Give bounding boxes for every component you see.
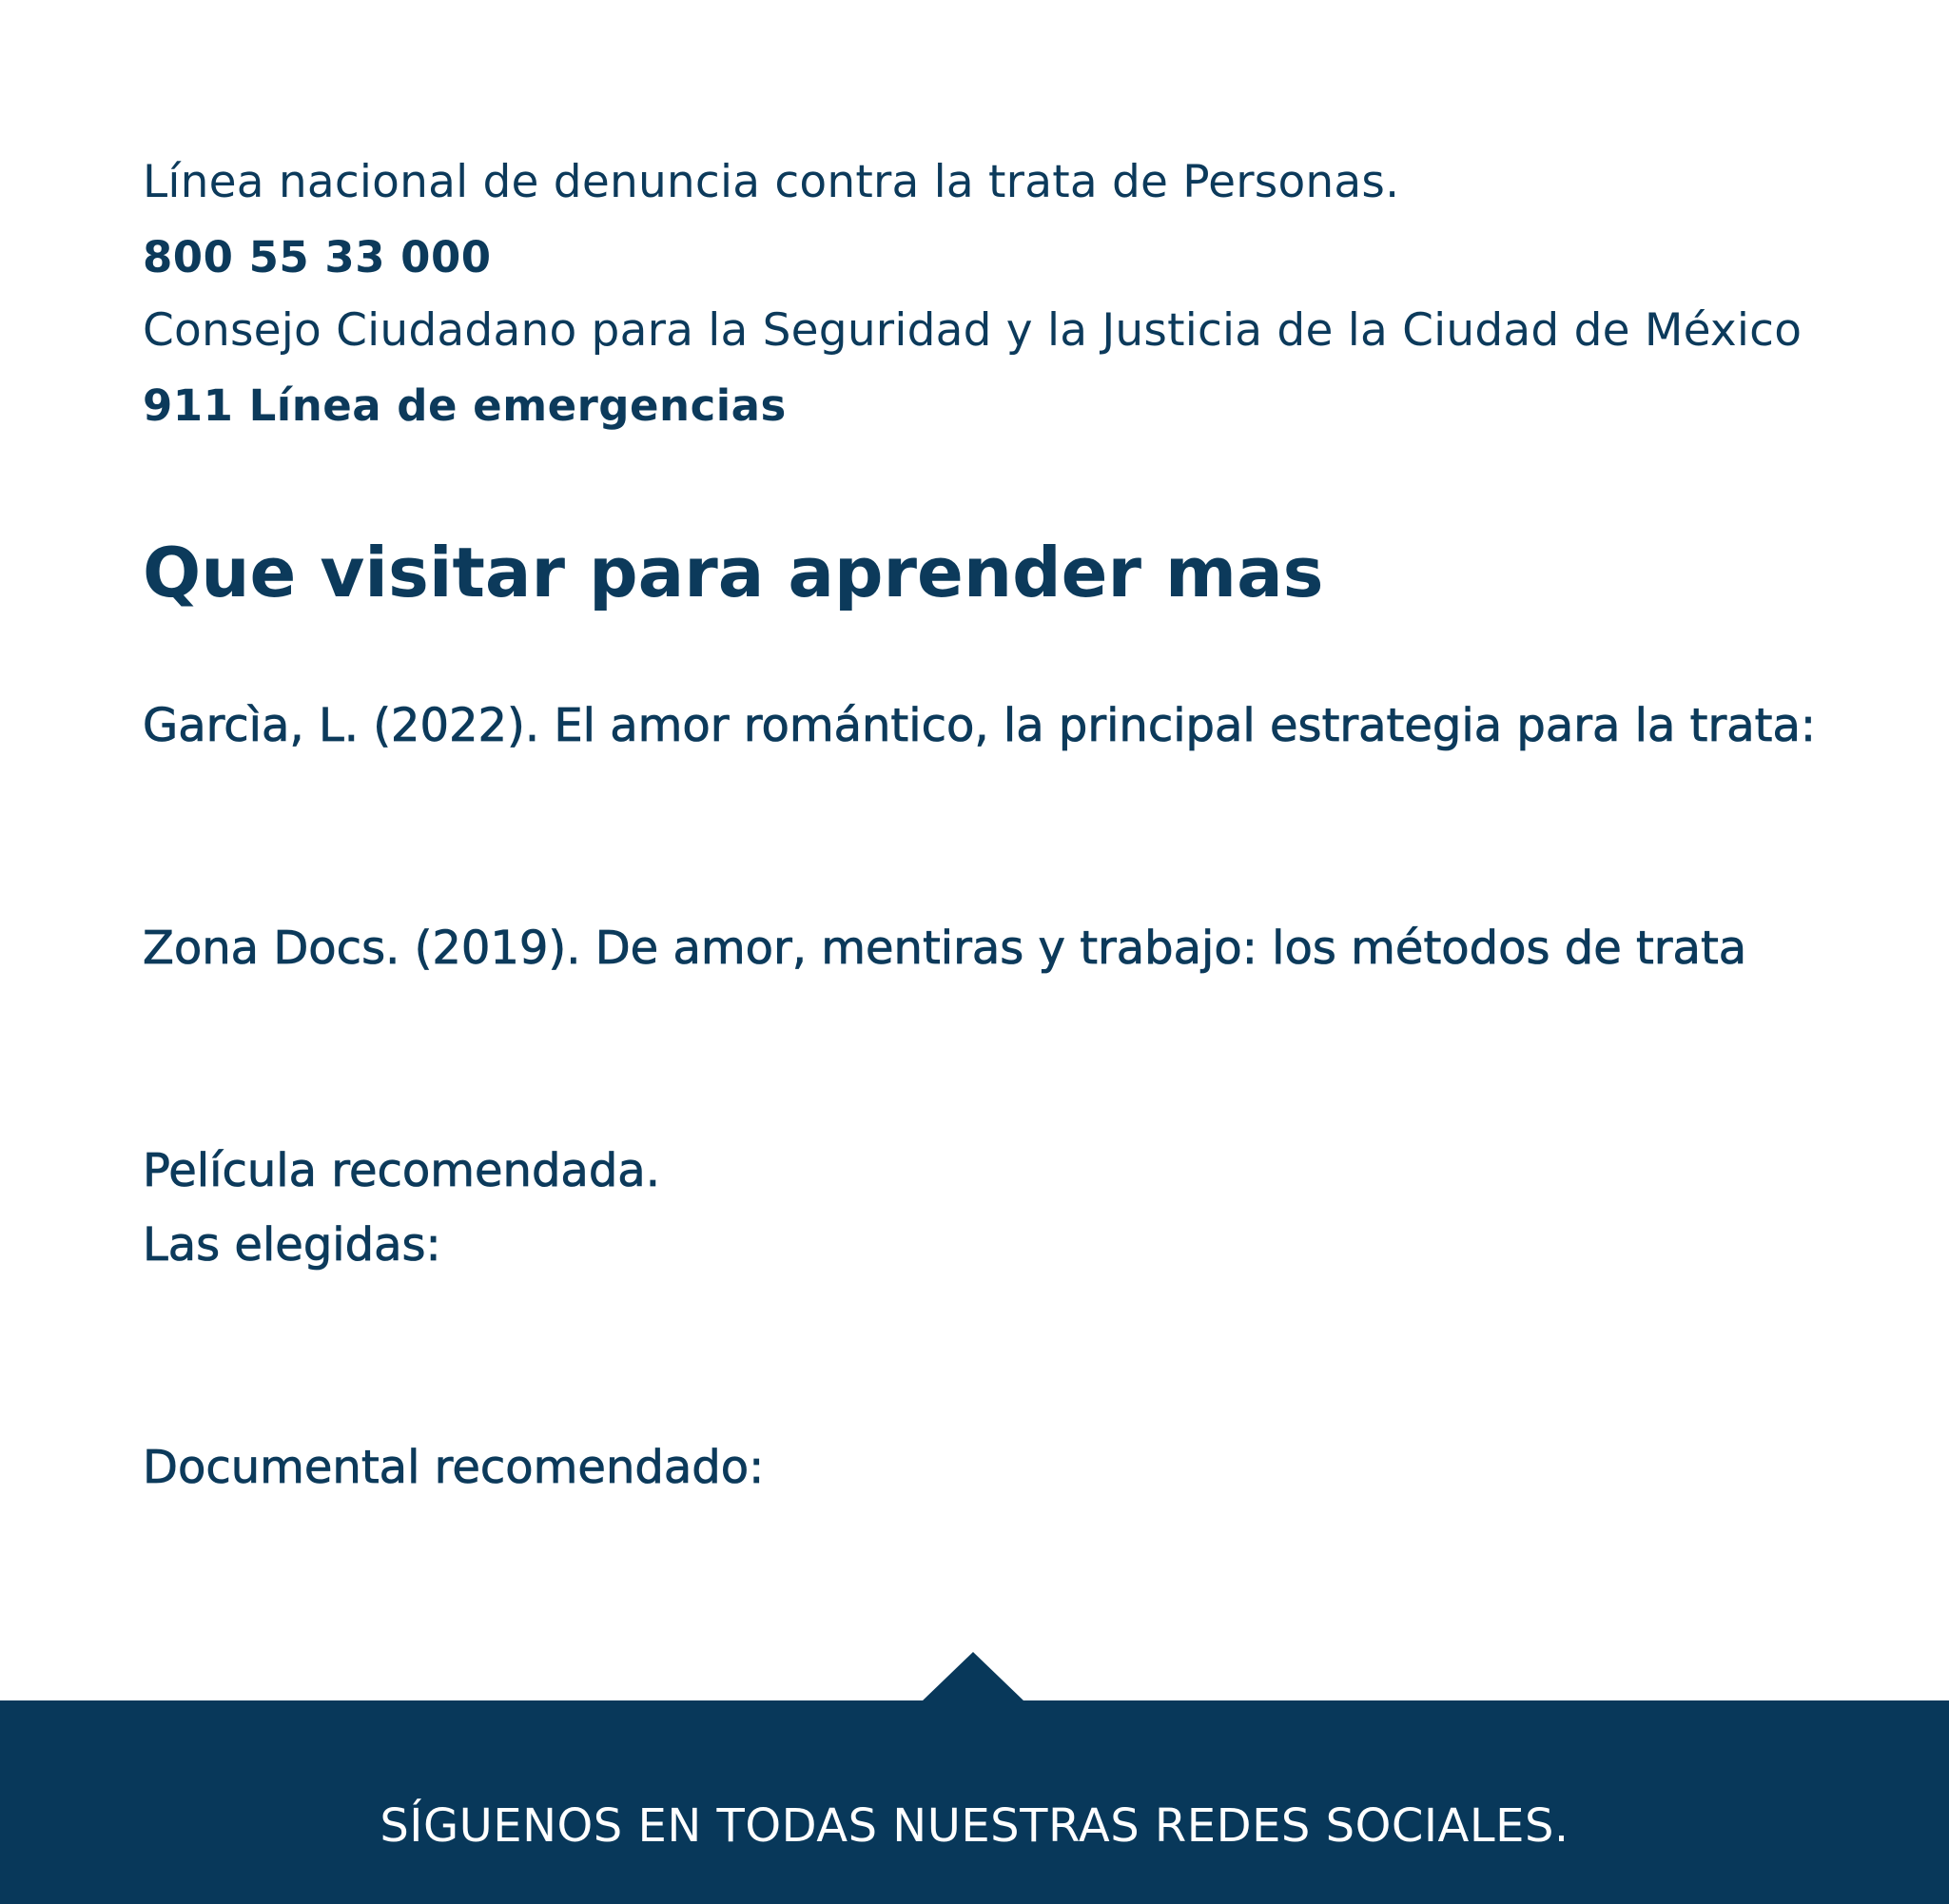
footer-notch (922, 1652, 1024, 1701)
learn-more-heading: Que visitar para aprender mas (143, 533, 1324, 612)
social-media-call-to-action[interactable]: SÍGUENOS EN TODAS NUESTRAS REDES SOCIALES. (380, 1799, 1569, 1853)
reference-garcia[interactable]: Garcìa, L. (2022). El amor romántico, la principal estrategia para la trata: (143, 699, 1817, 752)
reference-zona-docs[interactable]: Zona Docs. (2019). De amor, mentiras y trabajo: los métodos de trata (143, 922, 1747, 975)
recommended-movie-label: Película recomendada. (143, 1144, 660, 1197)
trafficking-hotline-number[interactable]: 800 55 33 000 (143, 232, 492, 282)
citizen-council-label: Consejo Ciudadano para la Seguridad y la Justicia de la Ciudad de México (143, 304, 1803, 357)
trafficking-hotline-label: Línea nacional de denuncia contra la trata de Personas. (143, 156, 1400, 208)
emergency-line-number[interactable]: 911 Línea de emergencias (143, 380, 787, 431)
recommended-movie-title[interactable]: Las elegidas: (143, 1218, 441, 1272)
recommended-documentary-label: Documental recomendado: (143, 1441, 765, 1494)
